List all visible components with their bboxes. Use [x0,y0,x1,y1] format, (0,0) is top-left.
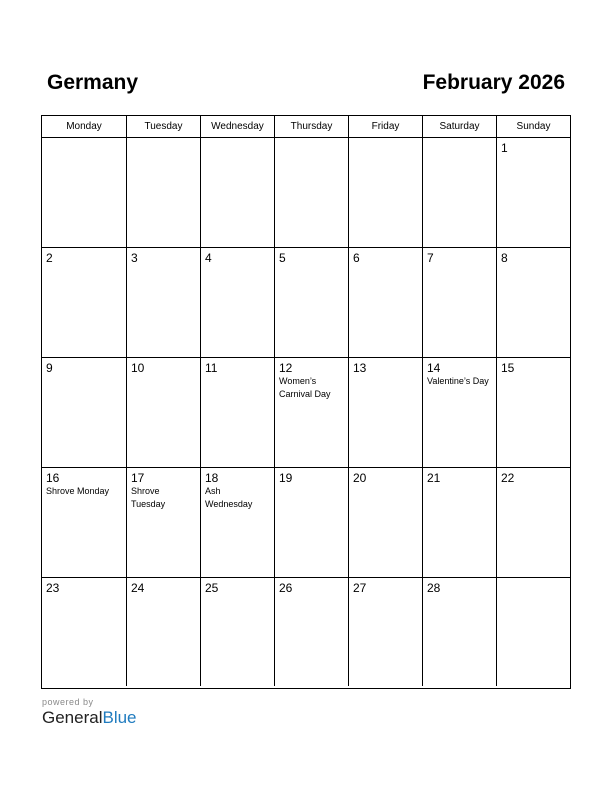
day-cell [275,248,349,357]
day-cell [497,248,570,357]
calendar-grid [41,115,571,689]
day-cell [349,358,423,467]
day-cell [42,138,127,247]
day-number: 22 [501,471,515,485]
week-row [42,248,570,358]
day-number: 2 [46,251,53,265]
holiday-label: Women’s Carnival Day [279,376,331,399]
day-cell [349,468,423,577]
day-cell [275,358,349,467]
day-number: 10 [131,361,145,375]
day-cell [423,138,497,247]
day-number: 23 [46,581,60,595]
day-number: 4 [205,251,212,265]
week-row [42,578,570,686]
holiday-label: Valentine’s Day [427,376,489,386]
day-number: 5 [279,251,286,265]
day-number: 27 [353,581,367,595]
day-number: 6 [353,251,360,265]
day-cell [275,468,349,577]
day-number: 8 [501,251,508,265]
weekday-header: Sunday [516,121,551,132]
day-number: 15 [501,361,515,375]
day-cell [201,248,275,357]
footer-branding [42,697,137,728]
day-cell [423,578,497,686]
day-cell [127,248,201,357]
day-number: 25 [205,581,219,595]
day-number: 18 [205,471,219,485]
day-cell [127,358,201,467]
day-cell [42,248,127,357]
day-number: 19 [279,471,293,485]
day-number: 28 [427,581,441,595]
day-number: 17 [131,471,145,485]
weekday-header: Friday [349,116,423,137]
day-cell [423,248,497,357]
weekday-header: Wednesday [201,116,275,137]
weekday-header: Monday [42,116,127,137]
day-cell [201,358,275,467]
day-cell [497,138,570,247]
day-cell [349,578,423,686]
holiday-label: Shrove Monday [46,486,110,496]
day-number: 16 [46,471,60,485]
brand-part-blue: Blue [102,708,137,727]
brand-part-general: General [42,708,103,727]
week-row [42,358,570,468]
day-number: 9 [46,361,53,375]
day-number: 21 [427,471,441,485]
day-cell [127,138,201,247]
day-cell [423,358,497,467]
day-cell [42,578,127,686]
day-cell [201,578,275,686]
weekday-header: Tuesday [127,116,201,137]
day-number: 14 [427,361,441,375]
day-number: 3 [131,251,138,265]
holiday-label: Shrove Tuesday [131,486,166,509]
weekday-header: Saturday [423,116,497,137]
day-cell [423,468,497,577]
day-number: 26 [279,581,293,595]
day-number: 11 [205,361,218,375]
day-cell [349,138,423,247]
day-cell [42,468,127,577]
day-cell [497,358,570,467]
powered-by-label: powered by [42,697,94,707]
day-cell [275,578,349,686]
day-cell [201,138,275,247]
day-cell [127,468,201,577]
day-cell [127,578,201,686]
week-row [42,468,570,578]
day-number: 12 [279,361,293,375]
day-cell [497,468,570,577]
weekday-header: Thursday [275,116,349,137]
day-number: 24 [131,581,145,595]
day-number: 1 [501,141,508,155]
day-cell [349,248,423,357]
day-number: 13 [353,361,367,375]
day-cell [42,358,127,467]
day-number: 20 [353,471,367,485]
day-cell [275,138,349,247]
day-cell [497,578,570,686]
day-cell [201,468,275,577]
holiday-label: Ash Wednesday [205,486,253,509]
week-row [42,138,570,248]
country-title: Germany [47,71,139,94]
generalblue-logo [42,708,137,728]
month-year-title: February 2026 [422,71,565,94]
day-number: 7 [427,251,434,265]
weekday-header-row [42,116,570,138]
